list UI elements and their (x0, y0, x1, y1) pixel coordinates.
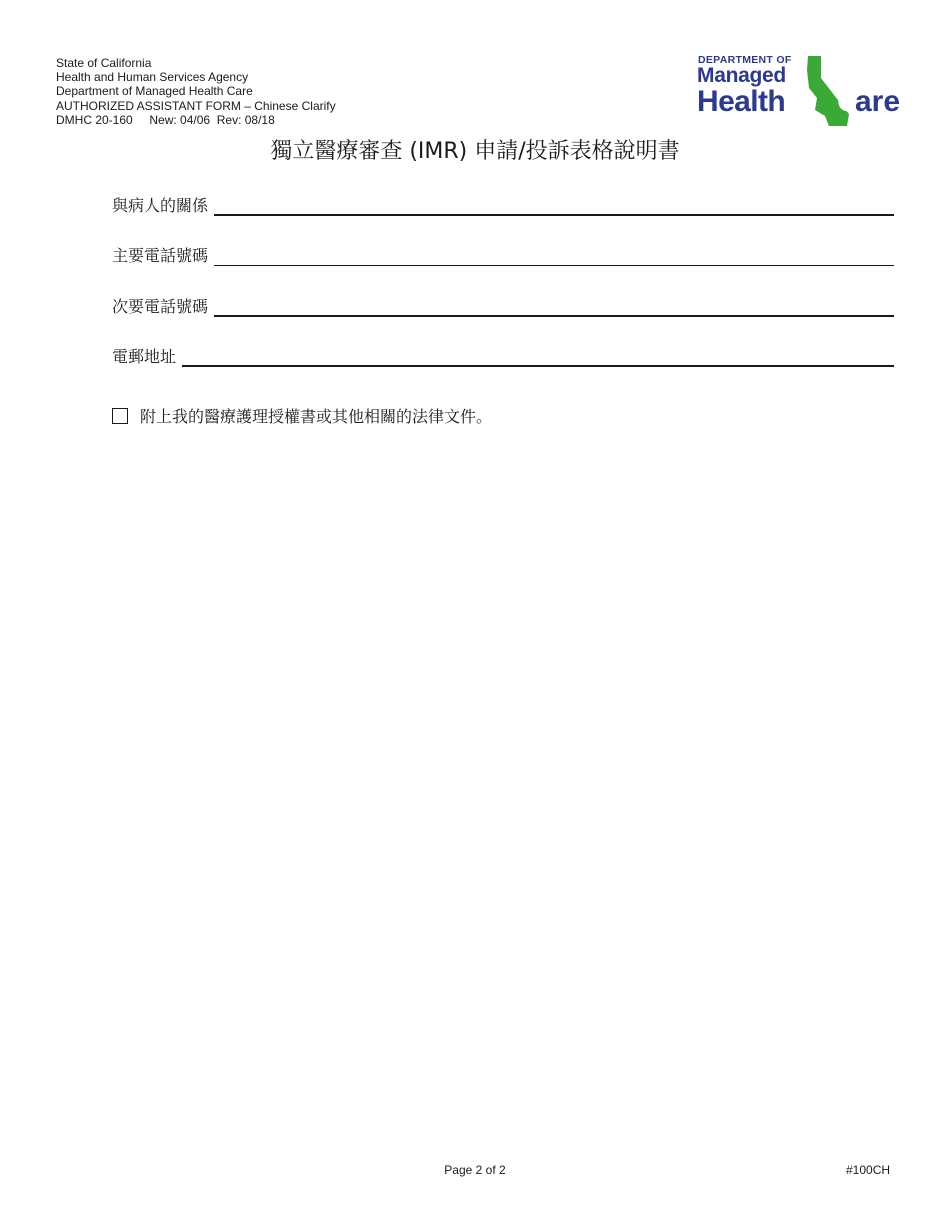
form-title: 獨立醫療審查 (IMR) 申請/投訴表格說明書 (270, 139, 680, 164)
email-field[interactable] (112, 339, 894, 367)
page-number: Page 2 of 2 (444, 1163, 506, 1177)
header-line-agency: Health and Human Services Agency (56, 70, 249, 85)
email-label: 電郵地址 (112, 347, 177, 366)
primary-phone-label: 主要電話號碼 (112, 246, 209, 265)
form-code: #100CH (846, 1163, 891, 1177)
logo-care-rest: are (855, 85, 901, 118)
logo-health: Health (697, 85, 786, 118)
primary-phone-input-line[interactable] (214, 265, 894, 266)
secondary-phone-field[interactable] (112, 289, 894, 317)
primary-phone-field[interactable] (112, 238, 894, 266)
relationship-input-line[interactable] (214, 214, 894, 216)
logo-managed: Managed (697, 64, 786, 87)
logo-care-c: C (837, 85, 859, 118)
logo-department-of: DEPARTMENT OF (698, 54, 792, 66)
relationship-field[interactable] (112, 188, 894, 216)
header-line-form-number: DMHC 20-160 New: 04/06 Rev: 08/18 (56, 112, 275, 127)
header-line-department: Department of Managed Health Care (56, 84, 253, 99)
email-input-line[interactable] (182, 365, 894, 367)
attach-document-label: 附上我的醫療護理授權書或其他相關的法律文件。 (140, 407, 493, 426)
attach-document-option[interactable] (112, 404, 492, 427)
relationship-label: 與病人的關係 (112, 196, 209, 215)
header-line-state: State of California (56, 56, 152, 70)
agency-header (56, 56, 336, 127)
secondary-phone-label: 次要電話號碼 (112, 297, 209, 316)
attach-document-checkbox[interactable] (112, 408, 128, 424)
secondary-phone-input-line[interactable] (214, 315, 894, 317)
header-line-form-name: AUTHORIZED ASSISTANT FORM – Chinese Clarify (56, 98, 336, 113)
dmhc-logo (697, 54, 901, 128)
